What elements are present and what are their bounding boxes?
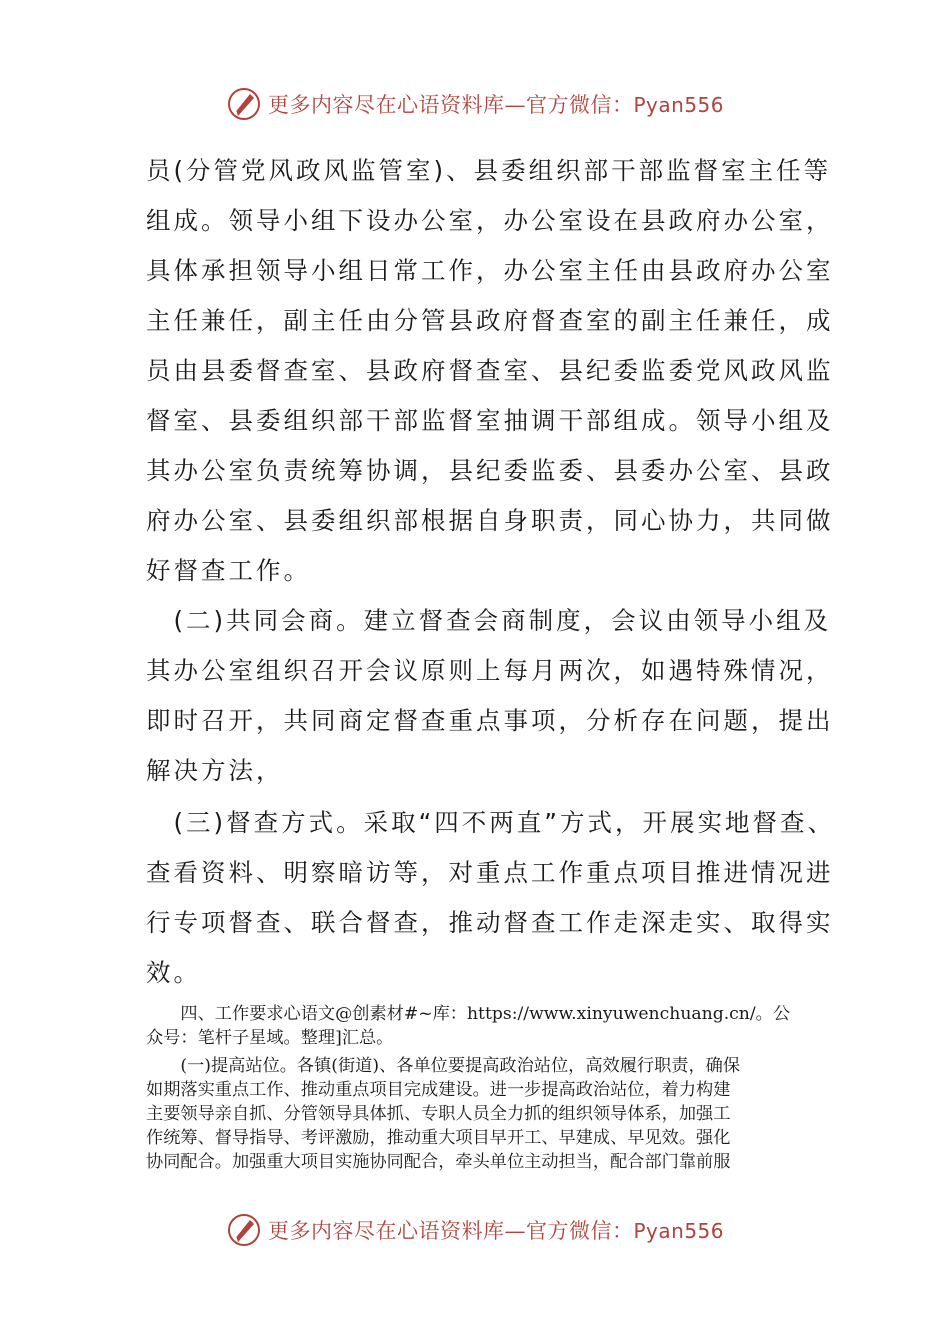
header-wechat-id: Pyan556 — [633, 93, 724, 117]
doc-line: 督室、县委组织部干部监督室抽调干部组成。领导小组及 — [146, 406, 834, 435]
doc-line: 解决方法， — [146, 756, 284, 785]
doc-line: (三)督查方式。采取“四不两直”方式，开展实地督查、 — [146, 808, 835, 837]
doc-small-line: 四、工作要求心语文@创素材#~库：https://www.xinyuwenchuang.cn/。公 — [146, 1004, 791, 1024]
footer-banner — [0, 1208, 950, 1252]
header-slogan: 更多内容尽在心语资料库—官方微信： — [267, 93, 634, 117]
doc-line: 员由县委督查室、县政府督查室、县纪委监委党风政风监 — [146, 356, 834, 385]
footer-slogan: 更多内容尽在心语资料库—官方微信： — [267, 1219, 634, 1243]
doc-line: 具体承担领导小组日常工作，办公室主任由县政府办公室 — [146, 256, 834, 285]
footer-wechat-id: Pyan556 — [633, 1219, 724, 1243]
doc-line: 即时召开，共同商定督查重点事项，分析存在问题，提出 — [146, 706, 834, 735]
footer-banner-text — [268, 1215, 724, 1245]
doc-line: 主任兼任，副主任由分管县政府督查室的副主任兼任，成 — [146, 306, 834, 335]
pen-logo-icon — [226, 1212, 262, 1248]
header-banner — [0, 82, 950, 126]
doc-line: 好督查工作。 — [146, 556, 311, 585]
doc-small-line: 主要领导亲自抓、分管领导具体抓、专职人员全力抓的组织领导体系，加强工 — [146, 1104, 731, 1124]
doc-small-line: 协同配合。加强重大项目实施协同配合，牵头单位主动担当，配合部门靠前服 — [146, 1152, 731, 1172]
doc-line: 其办公室组织召开会议原则上每月两次，如遇特殊情况， — [146, 656, 834, 685]
doc-line: 府办公室、县委组织部根据自身职责，同心协力，共同做 — [146, 506, 834, 535]
doc-line: 其办公室负责统筹协调，县纪委监委、县委办公室、县政 — [146, 456, 834, 485]
doc-line: 效。 — [146, 958, 201, 987]
doc-line: 组成。领导小组下设办公室，办公室设在县政府办公室， — [146, 206, 834, 235]
doc-line: (二)共同会商。建立督查会商制度，会议由领导小组及 — [146, 606, 832, 635]
doc-line: 员(分管党风政风监管室)、县委组织部干部监督室主任等 — [146, 156, 832, 185]
doc-line: 查看资料、明察暗访等，对重点工作重点项目推进情况进 — [146, 858, 834, 887]
header-banner-text — [268, 89, 724, 119]
doc-small-line: 众号：笔杆子星域。整理]汇总。 — [146, 1028, 394, 1048]
doc-line: 行专项督查、联合督查，推动督查工作走深走实、取得实 — [146, 908, 834, 937]
doc-small-line: (一)提高站位。各镇(街道)、各单位要提高政治站位，高效履行职责，确保 — [146, 1056, 741, 1076]
doc-small-line: 如期落实重点工作、推动重点项目完成建设。进一步提高政治站位，着力构建 — [146, 1080, 731, 1100]
pen-logo-icon — [226, 86, 262, 122]
doc-small-line: 作统筹、督导指导、考评激励，推动重大项目早开工、早建成、早见效。强化 — [146, 1128, 731, 1148]
